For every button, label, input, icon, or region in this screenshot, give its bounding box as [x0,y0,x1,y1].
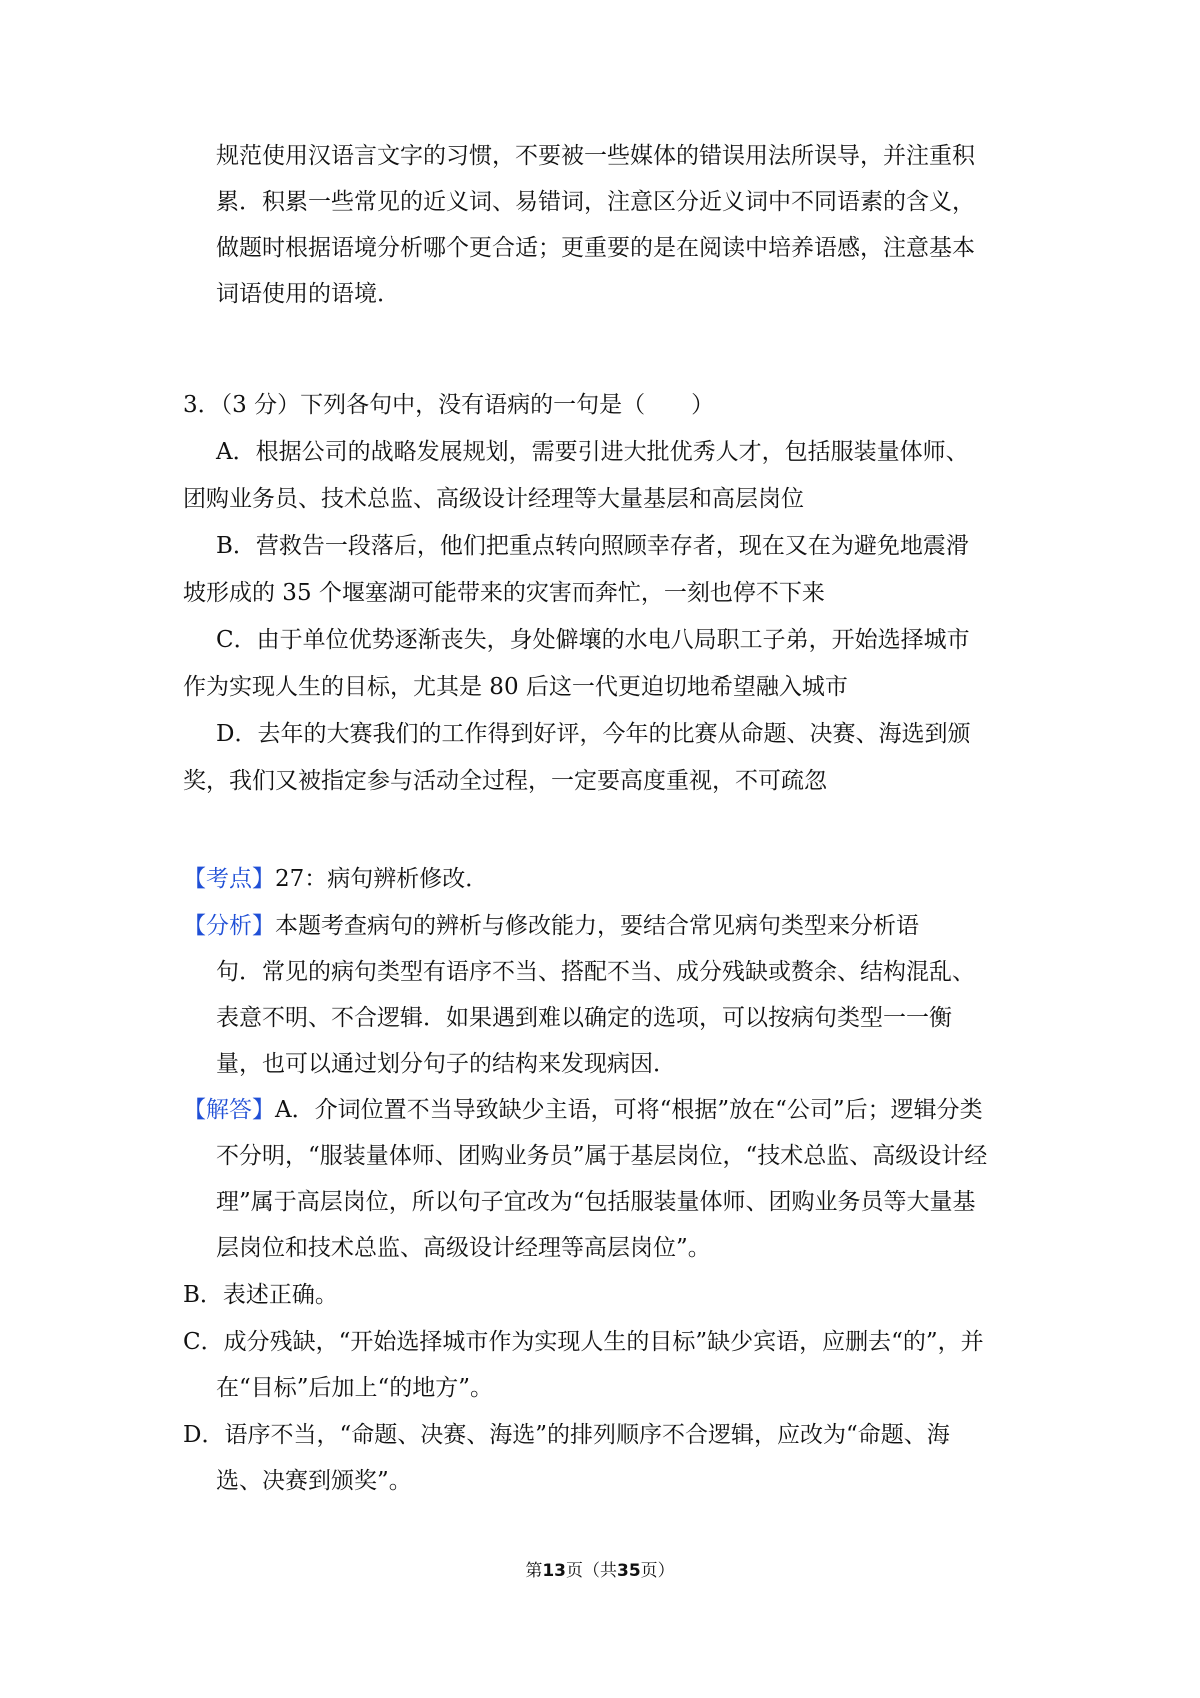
footer-mid: 页（共 [566,1561,617,1581]
footer-prefix: 第 [525,1561,543,1581]
page-footer [0,1560,1200,1582]
option-c-line-1: C．由于单位优势逐渐丧失，身处僻壤的水电八局职工子弟，开始选择城市 [216,627,970,653]
jieda-c-line-2: 在“目标”后加上“的地方”。 [216,1375,494,1401]
jieda-c-line-1: C．成分残缺，“开始选择城市作为实现人生的目标”缺少宾语，应删去“的”，并 [183,1329,984,1355]
intro-line-1: 规范使用汉语言文字的习惯，不要被一些媒体的错误用法所误导，并注重积 [216,143,975,169]
question-stem: 3．（3 分）下列各句中，没有语病的一句是（ ） [183,392,715,418]
jieda-line-3: 理”属于高层岗位，所以句子宜改为“包括服装量体师、团购业务员等大量基 [216,1189,976,1215]
kaodian-text: 27：病句辨析修改． [275,866,489,892]
fenxi-line-3: 表意不明、不合逻辑．如果遇到难以确定的选项，可以按病句类型一一衡 [216,1005,952,1031]
kaodian-tag: 【考点】 [183,866,275,892]
jieda-line-2: 不分明，“服装量体师、团购业务员”属于基层岗位，“技术总监、高级设计经 [216,1143,988,1169]
option-b-line-2: 坡形成的 35 个堰塞湖可能带来的灾害而奔忙，一刻也停不下来 [183,580,825,606]
fenxi-line-4: 量，也可以通过划分句子的结构来发现病因． [216,1051,676,1077]
jieda-line-4: 层岗位和技术总监、高级设计经理等高层岗位”。 [216,1235,711,1261]
intro-line-4: 词语使用的语境． [216,281,400,307]
option-d-line-2: 奖，我们又被指定参与活动全过程，一定要高度重视，不可疏忽 [183,768,827,794]
option-c-line-2: 作为实现人生的目标，尤其是 80 后这一代更迫切地希望融入城市 [183,674,848,700]
jieda-b-line: B．表述正确。 [183,1282,338,1308]
option-d-line-1: D．去年的大赛我们的工作得到好评，今年的比赛从命题、决赛、海选到颁 [216,721,971,747]
footer-total-pages: 35 [617,1561,641,1581]
option-a-line-2: 团购业务员、技术总监、高级设计经理等大量基层和高层岗位 [183,486,804,512]
fenxi-line-2: 句．常见的病句类型有语序不当、搭配不当、成分残缺或赘余、结构混乱、 [216,959,975,985]
jieda-first: A．介词位置不当导致缺少主语，可将“根据”放在“公司”后；逻辑分类 [275,1097,983,1123]
fenxi-tag: 【分析】 [183,913,275,939]
fenxi-first: 本题考查病句的辨析与修改能力，要结合常见病句类型来分析语 [275,913,919,939]
jieda-d-line-2: 选、决赛到颁奖”。 [216,1468,412,1494]
option-b-line-1: B．营救告一段落后，他们把重点转向照顾幸存者，现在又在为避免地震滑 [216,533,969,559]
intro-line-2: 累．积累一些常见的近义词、易错词，注意区分近义词中不同语素的含义， [216,189,975,215]
fenxi-line-1 [183,911,919,941]
option-a-line-1: A．根据公司的战略发展规划，需要引进大批优秀人才，包括服装量体师、 [216,439,969,465]
jieda-line-1 [183,1095,983,1125]
footer-page-number: 13 [542,1561,566,1581]
jieda-d-line-1: D．语序不当，“命题、决赛、海选”的排列顺序不合逻辑，应改为“命题、海 [183,1422,950,1448]
footer-suffix: 页） [640,1561,675,1581]
kaodian-line [183,864,488,894]
jieda-tag: 【解答】 [183,1097,275,1123]
intro-line-3: 做题时根据语境分析哪个更合适；更重要的是在阅读中培养语感，注意基本 [216,235,975,261]
